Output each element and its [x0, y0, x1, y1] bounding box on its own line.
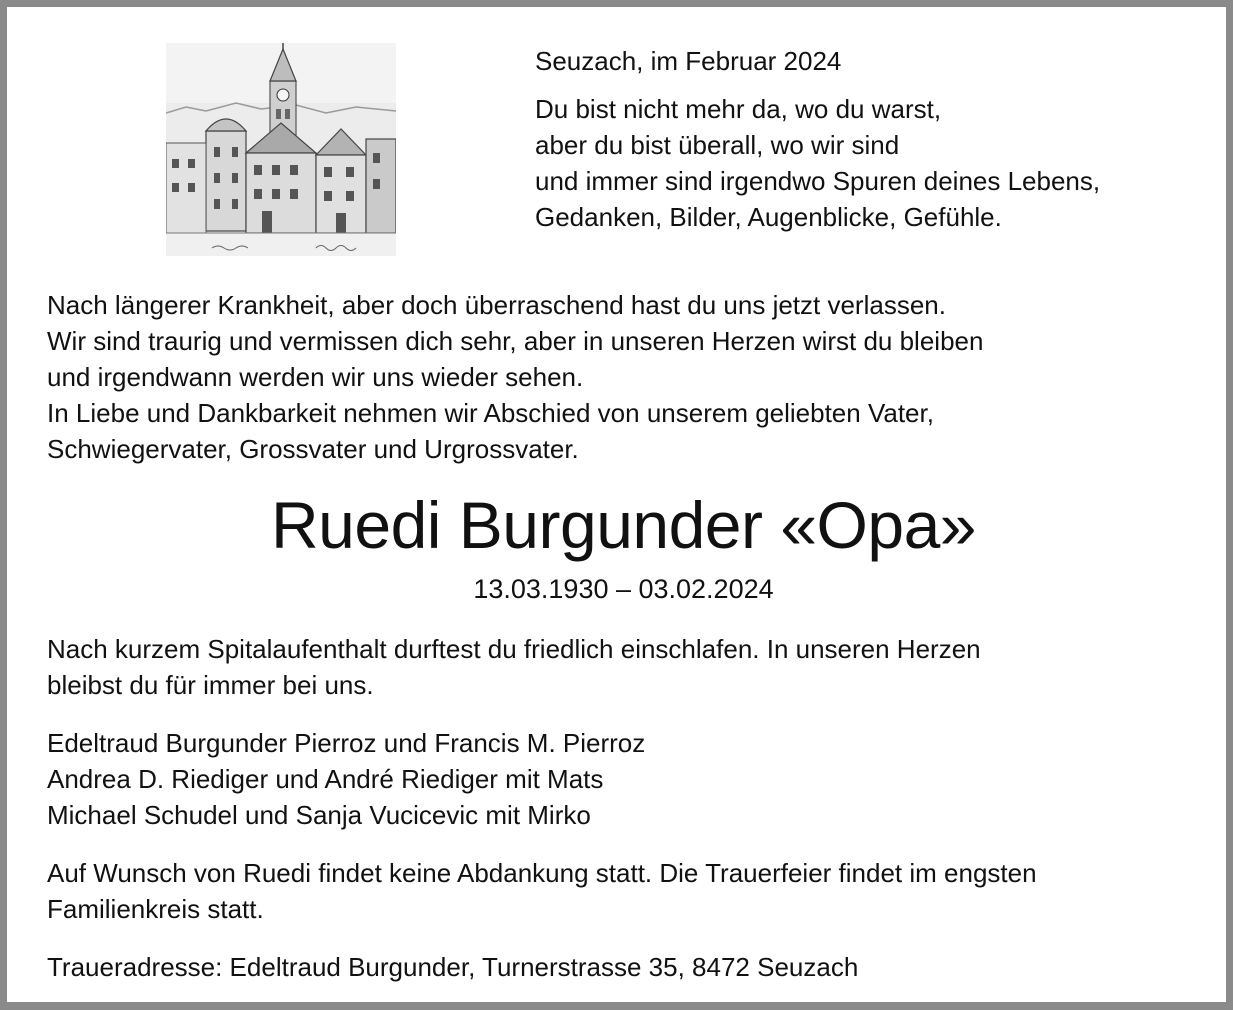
ceremony-note-line: Auf Wunsch von Ruedi findet keine Abdankung statt. Die Trauerfeier findet im engsten	[47, 858, 1037, 888]
intro-line: Wir sind traurig und vermissen dich sehr, aber in unseren Herzen wirst du bleiben	[47, 326, 984, 356]
mourners-list	[47, 725, 1217, 833]
intro-line: Schwiegervater, Grossvater und Urgrossvater.	[47, 434, 579, 464]
intro-paragraph	[47, 287, 1217, 467]
ceremony-note	[47, 855, 1217, 927]
ceremony-note-line: Familienkreis statt.	[47, 894, 264, 924]
passing-note-line: bleibst du für immer bei uns.	[47, 670, 374, 700]
intro-line: Nach längerer Krankheit, aber doch überraschend hast du uns jetzt verlassen.	[47, 290, 946, 320]
passing-note	[47, 631, 1217, 703]
life-dates: 13.03.1930 – 03.02.2024	[473, 574, 774, 604]
mourning-address	[47, 949, 1217, 985]
poem-line: und immer sind irgendwo Spuren deines Lebens,	[535, 166, 1101, 196]
town-sketch-image	[166, 43, 396, 256]
poem-line: Du bist nicht mehr da, wo du warst,	[535, 94, 942, 124]
intro-line: und irgendwann werden wir uns wieder sehen.	[47, 362, 584, 392]
place-date: Seuzach, im Februar 2024	[535, 46, 842, 76]
mourner-entry: Edeltraud Burgunder Pierroz und Francis M. Pierroz	[47, 728, 646, 758]
header-text-block	[535, 43, 1225, 235]
deceased-name: Ruedi Burgunder «Opa»	[271, 488, 976, 562]
poem	[535, 91, 1225, 235]
mourner-entry: Michael Schudel und Sanja Vucicevic mit Mirko	[47, 800, 591, 830]
mourner-entry: Andrea D. Riediger und André Riediger mit Mats	[47, 764, 604, 794]
passing-note-line: Nach kurzem Spitalaufenthalt durftest du friedlich einschlafen. In unseren Herzen	[47, 634, 981, 664]
poem-line: Gedanken, Bilder, Augenblicke, Gefühle.	[535, 202, 1002, 232]
poem-line: aber du bist überall, wo wir sind	[535, 130, 900, 160]
address-line: Traueradresse: Edeltraud Burgunder, Turnerstrasse 35, 8472 Seuzach	[47, 952, 859, 982]
church-town-illustration	[166, 43, 396, 256]
intro-line: In Liebe und Dankbarkeit nehmen wir Abschied von unserem geliebten Vater,	[47, 398, 934, 428]
